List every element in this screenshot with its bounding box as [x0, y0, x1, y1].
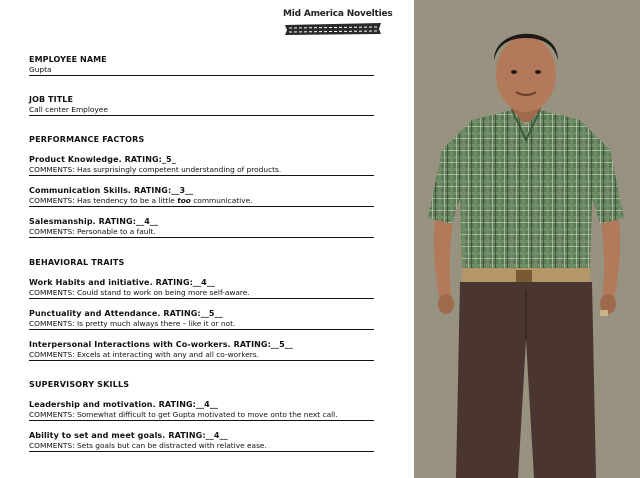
item-communication-skills-title: Communication Skills. RATING:__3__: [29, 186, 194, 195]
item-product-knowledge-comment: COMMENTS: Has surprisingly competent understanding of products.: [29, 165, 282, 174]
company-name: Mid America Novelties: [283, 9, 393, 19]
item-product-knowledge-title: Product Knowledge. RATING:_5_: [29, 155, 176, 164]
section-performance-factors: PERFORMANCE FACTORS: [29, 135, 145, 144]
item-punctuality-comment: COMMENTS: Is pretty much always there – like it or not.: [29, 319, 236, 328]
item-punctuality-title: Punctuality and Attendance. RATING:__5__: [29, 309, 223, 318]
divider: [29, 237, 374, 238]
item-communication-skills-comment: [29, 196, 252, 205]
employee-figure-illustration: [414, 0, 640, 478]
section-supervisory-skills: SUPERVISORY SKILLS: [29, 380, 130, 389]
job-title-value: Call center Employee: [29, 105, 108, 114]
section-behavioral-traits: BEHAVIORAL TRAITS: [29, 258, 125, 267]
divider: [29, 329, 374, 330]
employee-photo: [414, 0, 640, 478]
employee-name-label: EMPLOYEE NAME: [29, 55, 107, 64]
item-salesmanship-title: Salesmanship. RATING:__4__: [29, 217, 159, 226]
job-title-label: JOB TITLE: [29, 95, 74, 104]
item-work-habits-comment: COMMENTS: Could stand to work on being more self-aware.: [29, 288, 250, 297]
item-interpersonal-title: Interpersonal Interactions with Co-workers. RATING:__5__: [29, 340, 293, 349]
divider: [29, 298, 374, 299]
comment-text: COMMENTS: Has tendency to be a little: [29, 196, 178, 205]
item-leadership-comment: COMMENTS: Somewhat difficult to get Gupta motivated to move onto the next call.: [29, 410, 338, 419]
item-salesmanship-comment: COMMENTS: Personable to a fault.: [29, 227, 156, 236]
logo-ribbon-graphic: [283, 21, 383, 37]
item-goals-comment: COMMENTS: Sets goals but can be distracted with relative ease.: [29, 441, 267, 450]
item-interpersonal-comment: COMMENTS: Excels at interacting with any and all co-workers.: [29, 350, 260, 359]
comment-emphasis: too: [177, 196, 191, 205]
item-goals-title: Ability to set and meet goals. RATING:__4__: [29, 431, 228, 440]
divider: [29, 420, 374, 421]
employee-name-value: Gupta: [29, 65, 52, 74]
divider: [29, 451, 374, 452]
item-work-habits-title: Work Habits and initiative. RATING:__4__: [29, 278, 215, 287]
divider: [29, 175, 374, 176]
divider: [29, 75, 374, 76]
item-leadership-title: Leadership and motivation. RATING:__4__: [29, 400, 219, 409]
company-logo: [283, 9, 393, 37]
divider: [29, 206, 374, 207]
divider: [29, 115, 374, 116]
divider: [29, 360, 374, 361]
comment-text: communicative.: [190, 196, 253, 205]
